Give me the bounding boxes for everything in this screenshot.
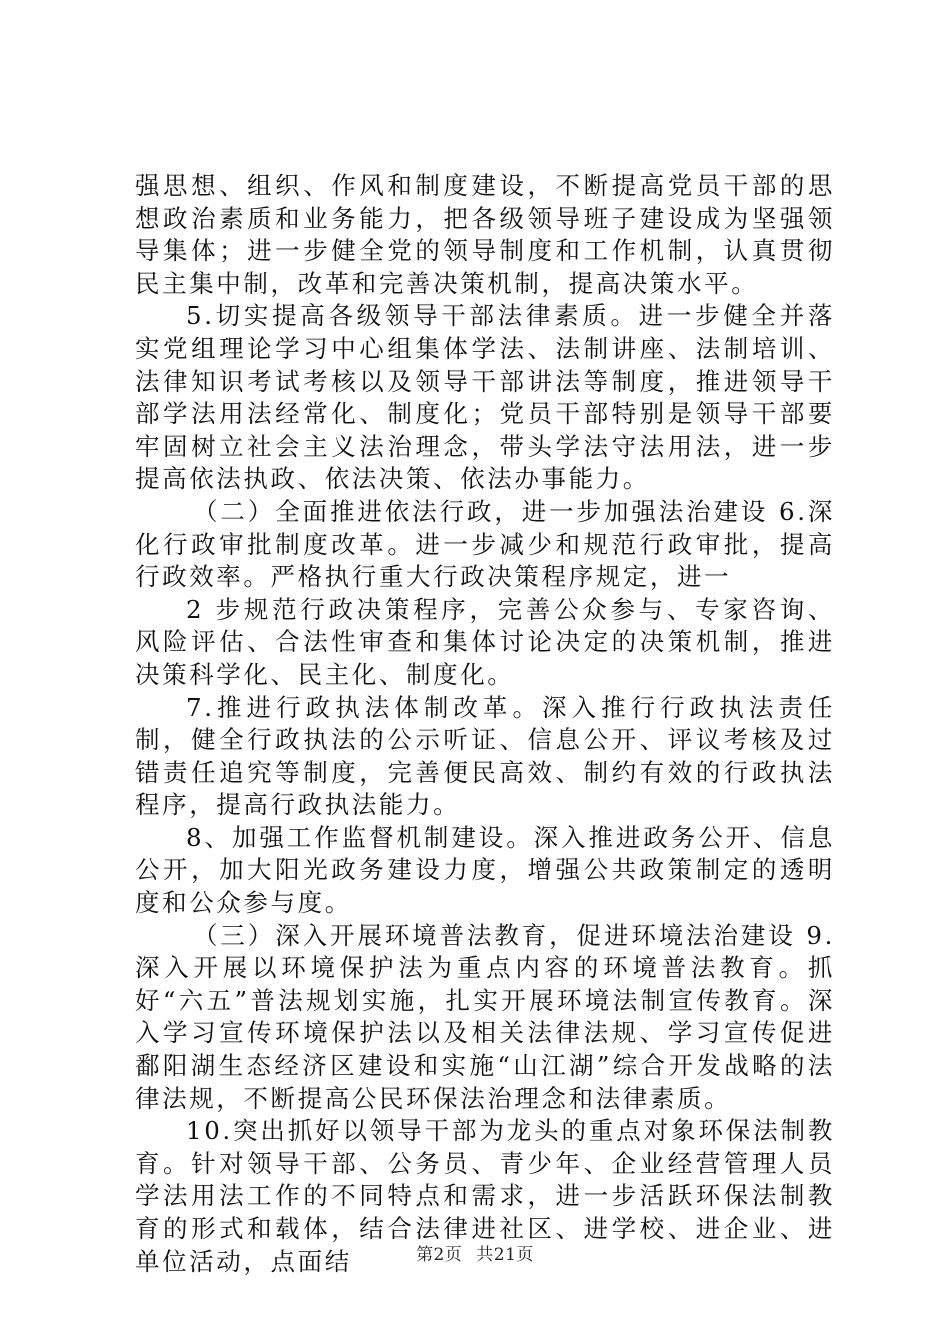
document-body — [135, 170, 835, 1278]
page-footer — [0, 1240, 950, 1265]
paragraph-item-6-continued: 2 步规范行政决策程序，完善公众参与、专家咨询、风险评估、合法性审查和集体讨论决定的决策机制，推进决策科学化、民主化、制度化。 — [135, 594, 835, 689]
paragraph-item-5: 5.切实提高各级领导干部法律素质。进一步健全并落实党组理论学习中心组集体学法、法制讲座、法制培训、法律知识考试考核以及领导干部讲法等制度，推进领导干部学法用法经常化、制度化；党员干部特别是领导干部要牢固树立社会主义法治理念，带头学法守法用法，进一步提高依法执政、依法决策、依法办事能力。 — [135, 301, 835, 494]
paragraph-continuation: 强思想、组织、作风和制度建设，不断提高党员干部的思想政治素质和业务能力，把各级领导班子建设成为坚强领导集体；进一步健全党的领导制度和工作机制，认真贯彻民主集中制，改革和完善决策机制，提高决策水平。 — [135, 171, 835, 298]
page-total: 共21页 — [476, 1245, 534, 1265]
paragraph-section-2: （二）全面推进依法行政，进一步加强法治建设 6.深化行政审批制度改革。进一步减少和规范行政审批，提高行政效率。严格执行重大行政决策程序规定，进一 — [135, 496, 835, 592]
page-number: 第2页 — [416, 1245, 463, 1265]
paragraph-item-8: 8、加强工作监督机制建设。深入推进政务公开、信息公开，加大阳光政务建设力度，增强公共政策制定的透明度和公众参与度。 — [135, 822, 835, 918]
paragraph-item-7: 7.推进行政执法体制改革。深入推行行政执法责任制，健全行政执法的公示听证、信息公开、评议考核及过错责任追究等制度，完善便民高效、制约有效的行政执法程序，提高行政执法能力。 — [135, 692, 835, 820]
paragraph-item-10: 10.突出抓好以领导干部为龙头的重点对象环保法制教育。针对领导干部、公务员、青少年、企业经营管理人员学法用法工作的不同特点和需求，进一步活跃环保法制教育的形式和载体，结合法律进社区、进学校、进企业、进单位活动，点面结 — [135, 1116, 835, 1276]
paragraph-section-3: （三）深入开展环境普法教育，促进环境法治建设 9.深入开展以环境保护法为重点内容的环境普法教育。抓好“六五”普法规划实施，扎实开展环境法制宣传教育。深入学习宣传环境保护法以及相关法律法规、学习宣传促进鄱阳湖生态经济区建设和实施“山江湖”综合开发战略的法律法规，不断提高公民环保法治理念和法律素质。 — [135, 920, 835, 1113]
